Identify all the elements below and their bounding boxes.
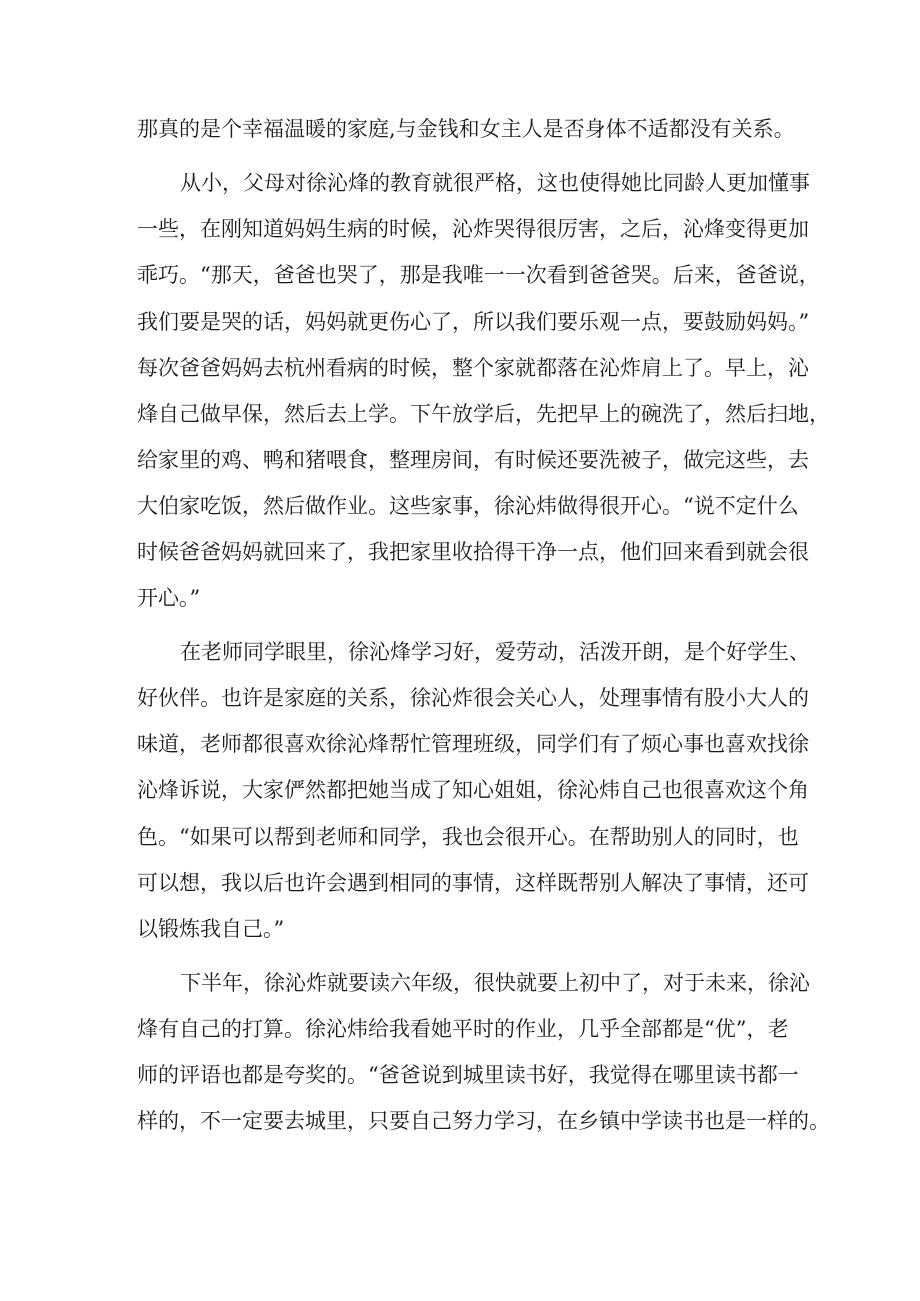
- text-line: 以锻炼我自己。”: [137, 917, 285, 941]
- text-line: 那真的是个幸福温暖的家庭,与金钱和女主人是否身体不适都没有关系。: [137, 117, 795, 141]
- text-line: 从小，父母对徐沁烽的教育就很严格，这也使得她比同龄人更加懂事: [180, 171, 810, 195]
- text-line: 每次爸爸妈妈去杭州看病的时候，整个家就都落在沁炸肩上了。早上，沁: [137, 356, 809, 380]
- text-line: 乖巧。“那天，爸爸也哭了，那是我唯一一次看到爸爸哭。后来，爸爸说，: [137, 263, 820, 287]
- text-line: 好伙伴。也许是家庭的关系，徐沁炸很会关心人，处理事情有股小大人的: [137, 686, 809, 710]
- text-line: 烽有自己的打算。徐沁炜给我看她平时的作业，几乎全部都是“优”，老: [137, 1017, 789, 1041]
- text-line: 我们要是哭的话，妈妈就更伤心了，所以我们要乐观一点，要鼓励妈妈。”: [137, 310, 810, 334]
- text-line: 可以想，我以后也许会遇到相同的事情，这样既帮别人解决了事情，还可: [137, 871, 809, 895]
- text-line: 大伯家吃饭，然后做作业。这些家事，徐沁炜做得很开心。“说不定什么: [137, 494, 799, 518]
- text-line: 烽自己做早保，然后去上学。下午放学后，先把早上的碗洗了，然后扫地，: [137, 402, 830, 426]
- text-line: 一些，在刚知道妈妈生病的时候，沁炸哭得很厉害，之后，沁烽变得更加: [137, 217, 809, 241]
- text-line: 沁烽诉说，大家俨然都把她当成了知心姐姐，徐沁炜自己也很喜欢这个角: [137, 778, 809, 802]
- text-line: 下半年，徐沁炸就要读六年级，很快就要上初中了，对于未来，徐沁: [180, 971, 810, 995]
- text-line: 师的评语也都是夸奖的。“爸爸说到城里读书好，我觉得在哪里读书都一: [137, 1063, 799, 1087]
- text-line: 样的，不一定要去城里，只要自己努力学习，在乡镇中学读书也是一样的。: [137, 1109, 830, 1133]
- text-line: 给家里的鸡、鸭和猪喂食，整理房间，有时候还要洗被子，做完这些，去: [137, 448, 809, 472]
- text-line: 时候爸爸妈妈就回来了，我把家里收拾得干净一点，他们回来看到就会很: [137, 540, 809, 564]
- text-line: 色。“如果可以帮到老师和同学，我也会很开心。在帮助别人的同时，也: [137, 825, 799, 849]
- text-line: 开心。”: [137, 586, 201, 610]
- text-line: 在老师同学眼里，徐沁烽学习好，爱劳动，活泼开朗，是个好学生、: [180, 640, 810, 664]
- text-line: 味道，老师都很喜欢徐沁烽帮忙管理班级，同学们有了烦心事也喜欢找徐: [137, 732, 809, 756]
